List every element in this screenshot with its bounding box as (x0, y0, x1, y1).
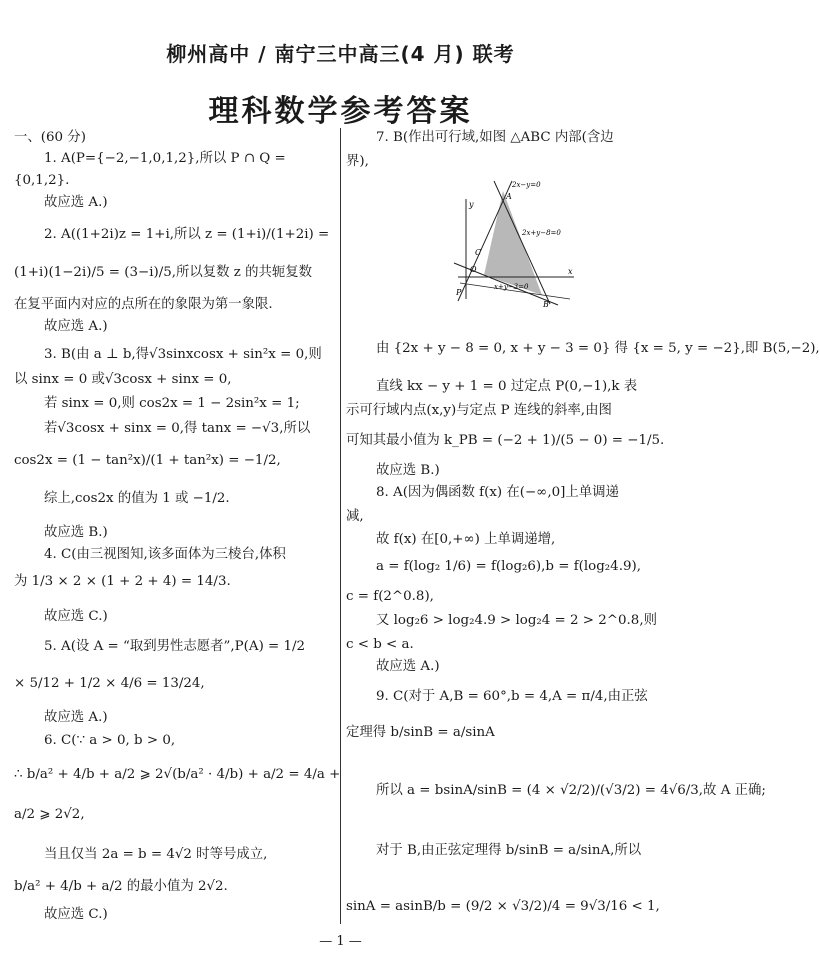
answer-line: 故应选 C.) (44, 907, 108, 922)
answer-line: 故应选 B.) (44, 525, 108, 540)
label-line2: 2x+y−8=0 (522, 229, 561, 237)
answer-line: 1. A(P={−2,−1,0,1,2},所以 P ∩ Q = (44, 151, 286, 166)
answer-line: a = f(log₂ 1/6) = f(log₂6),b = f(log₂4.9), (376, 559, 641, 574)
answer-line: 对于 B,由正弦定理得 b/sinB = a/sinA,所以 (376, 843, 642, 858)
answer-line: 故应选 A.) (44, 195, 108, 210)
answer-line: × 5/12 + 1/2 × 4/6 = 13/24, (14, 676, 205, 691)
answer-line: b/a² + 4/b + a/2 的最小值为 2√2. (14, 879, 228, 894)
column-divider (340, 128, 341, 924)
answer-line: 以 sinx = 0 或√3cosx + sinx = 0, (14, 372, 232, 387)
answer-line: 故应选 A.) (44, 710, 108, 725)
answer-line: 减, (346, 509, 364, 524)
answer-line: 7. B(作出可行域,如图 △ABC 内部(含边 (376, 130, 614, 145)
answer-line: c = f(2^0.8), (346, 589, 434, 604)
answer-line: 故应选 A.) (44, 319, 108, 334)
answer-line: 由 {2x + y − 8 = 0, x + y − 3 = 0} 得 {x = 5, y = −2},即 B(5,−2), (376, 341, 820, 356)
answer-line: a/2 ⩾ 2√2, (14, 807, 85, 822)
answer-line: 5. A(设 A = “取到男性志愿者”,P(A) = 1/2 (44, 639, 306, 654)
answer-line: ∴ b/a² + 4/b + a/2 ⩾ 2√(b/a² · 4/b) + a/2 = 4/a + (14, 767, 341, 782)
answer-line: 故应选 B.) (376, 463, 440, 478)
answer-line: sinA = asinB/b = (9/2 × √3/2)/4 = 9√3/16 < 1, (346, 899, 660, 914)
answer-line: 又 log₂6 > log₂4.9 > log₂4 = 2 > 2^0.8,则 (376, 613, 657, 628)
label-y: y (469, 200, 474, 209)
answer-line: 为 1/3 × 2 × (1 + 2 + 4) = 14/3. (14, 574, 231, 589)
page-title: 理科数学参考答案 (208, 94, 473, 129)
label-x: x (568, 267, 573, 276)
page-number: — 1 — (319, 934, 362, 949)
label-P: P (456, 288, 462, 297)
answer-line: 界), (346, 154, 369, 169)
answer-line: 故应选 A.) (376, 659, 440, 674)
answer-line: 若 sinx = 0,则 cos2x = 1 − 2sin²x = 1; (44, 396, 300, 411)
answer-line: 3. B(由 a ⊥ b,得√3sinxcosx + sin²x = 0,则 (44, 347, 322, 362)
answer-line: 示可行域内点(x,y)与定点 P 连线的斜率,由图 (346, 403, 612, 418)
answer-line: 若√3cosx + sinx = 0,得 tanx = −√3,所以 (44, 421, 311, 436)
answer-line: 2. A((1+2i)z = 1+i,所以 z = (1+i)/(1+2i) = (44, 227, 330, 242)
answer-line: 当且仅当 2a = b = 4√2 时等号成立, (44, 847, 268, 862)
answer-line: 故 f(x) 在[0,+∞) 上单调递增, (376, 532, 556, 547)
answer-line: c < b < a. (346, 637, 414, 652)
answer-line: 4. C(由三视图知,该多面体为三棱台,体积 (44, 547, 286, 562)
label-C: C (475, 248, 482, 257)
answer-line: 8. A(因为偶函数 f(x) 在(−∞,0]上单调递 (376, 485, 619, 500)
label-line1: 2x−y=0 (512, 181, 541, 189)
answer-line: 6. C(∵ a > 0, b > 0, (44, 733, 176, 748)
answer-line: 直线 kx − y + 1 = 0 过定点 P(0,−1),k 表 (376, 379, 638, 394)
answer-line: {0,1,2}. (14, 173, 70, 188)
answer-line: 定理得 b/sinB = a/sinA (346, 725, 495, 740)
answer-line: cos2x = (1 − tan²x)/(1 + tan²x) = −1/2, (14, 453, 281, 468)
section-heading: 一、(60 分) (14, 130, 86, 145)
label-A: A (506, 192, 512, 201)
answer-line: 故应选 C.) (44, 609, 108, 624)
answer-line: 在复平面内对应的点所在的象限为第一象限. (14, 297, 273, 312)
answer-line: (1+i)(1−2i)/5 = (3−i)/5,所以复数 z 的共轭复数 (14, 265, 313, 280)
label-line3: x+y−3=0 (494, 283, 529, 291)
feasible-region-figure (446, 177, 586, 312)
label-O: O (470, 265, 477, 274)
answer-line: 9. C(对于 A,B = 60°,b = 4,A = π/4,由正弦 (376, 689, 648, 704)
label-B: B (543, 300, 549, 309)
answer-line: 可知其最小值为 k_PB = (−2 + 1)/(5 − 0) = −1/5. (346, 433, 665, 448)
answer-line: 综上,cos2x 的值为 1 或 −1/2. (44, 491, 230, 506)
answer-line: 所以 a = bsinA/sinB = (4 × √2/2)/(√3/2) = 4√6/3,故 A 正确; (376, 783, 766, 798)
feasible-region-shading (484, 191, 542, 295)
exam-subtitle: 柳州高中 / 南宁三中高三(4 月) 联考 (166, 42, 515, 66)
